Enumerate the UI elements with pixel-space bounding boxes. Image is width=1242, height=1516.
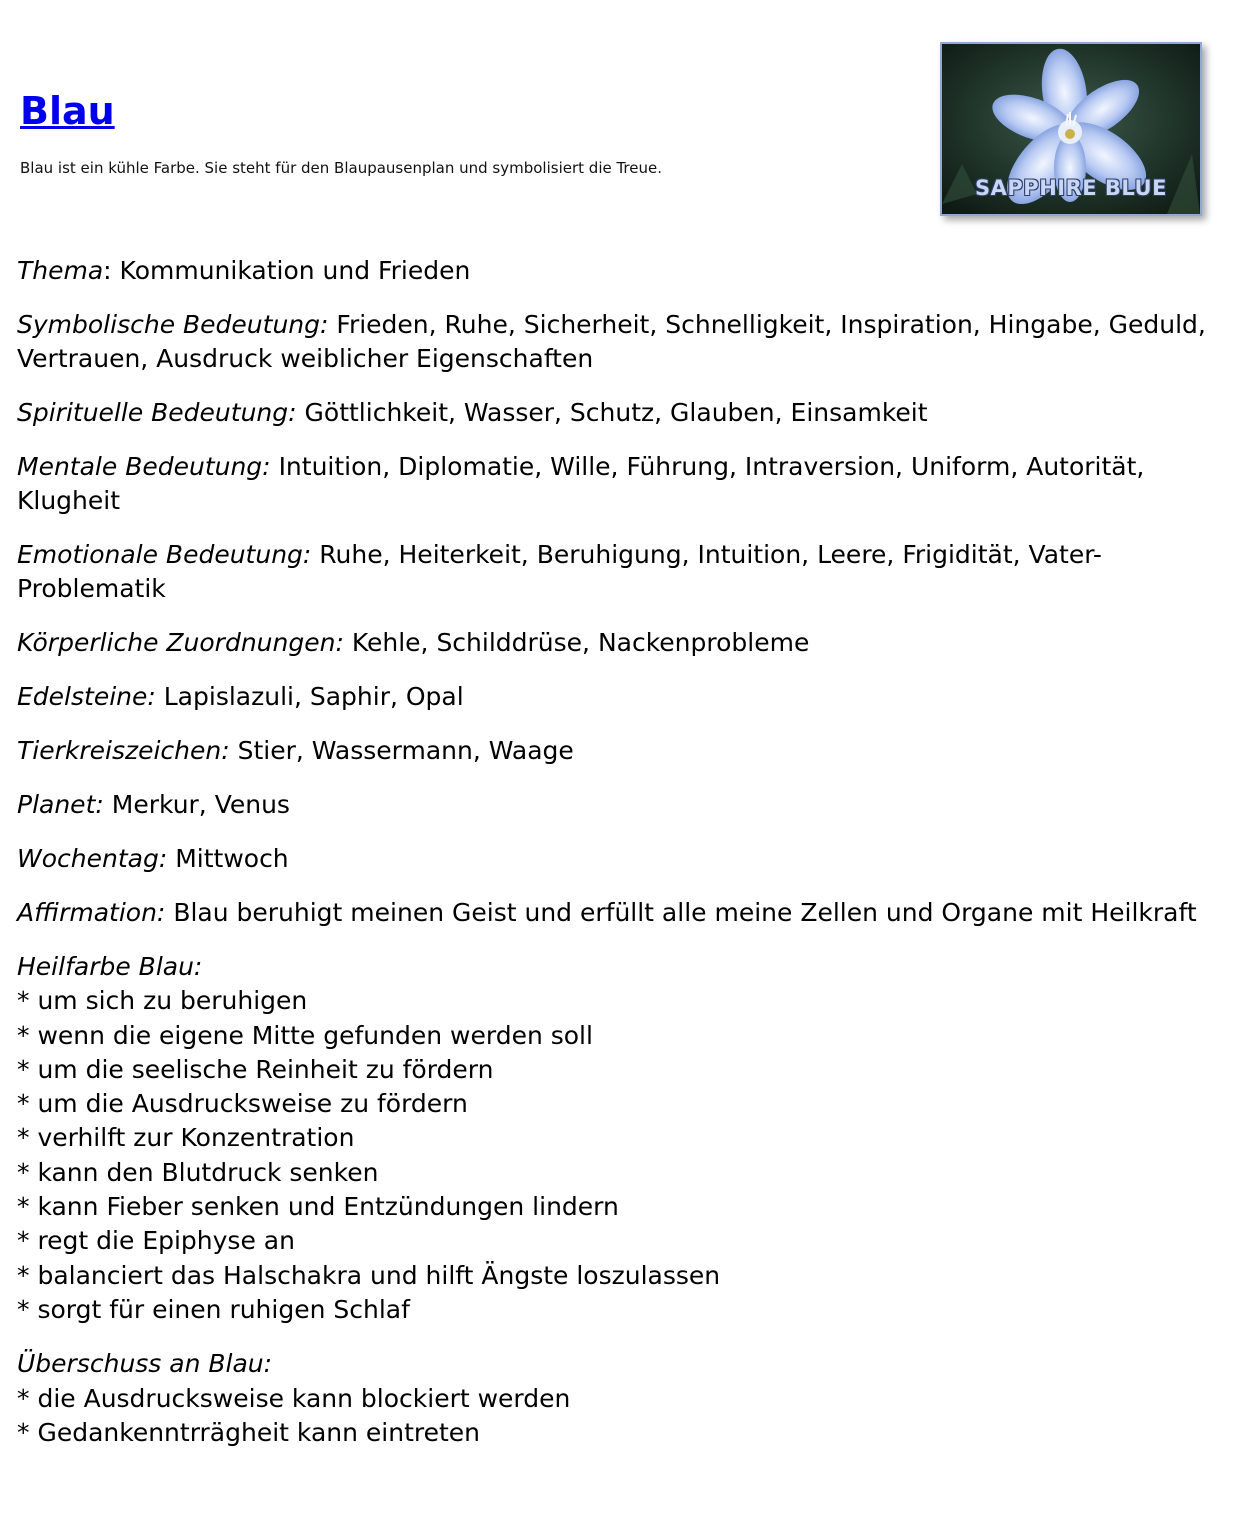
property-label: Emotionale Bedeutung: (17, 540, 312, 569)
sapphire-blue-image (940, 42, 1202, 216)
property-value: Lapislazuli, Saphir, Opal (163, 682, 464, 711)
property-value: Merkur, Venus (111, 790, 290, 819)
list-item: * kann Fieber senken und Entzündungen lindern (17, 1192, 619, 1222)
property-label: Edelsteine: (17, 682, 156, 711)
intro-text: Blau ist ein kühle Farbe. Sie steht für den Blaupausenplan und symbolisiert die Treue. (20, 159, 663, 177)
property-label: Thema (17, 256, 104, 285)
excess-heading: Überschuss an Blau: (17, 1349, 273, 1379)
list-item: * balanciert das Halschakra und hilft Ängste loszulassen (17, 1260, 721, 1290)
property-value: Kehle, Schilddrüse, Nackenprobleme (351, 628, 810, 657)
list-item: * regt die Epiphyse an (17, 1226, 295, 1256)
property-value: Intuition, Diplomatie, Wille, Führung, Intraversion, Uniform, Autorität, Klugheit (17, 452, 1145, 515)
list-item: * um sich zu beruhigen (17, 986, 308, 1016)
property-label: Planet: (17, 790, 104, 819)
property-value: Stier, Wassermann, Waage (237, 736, 574, 765)
list-item: * kann den Blutdruck senken (17, 1157, 379, 1187)
property-affirmation (17, 896, 1222, 930)
main-content (17, 254, 1222, 1470)
property-value: Mittwoch (175, 844, 289, 873)
property-value: Kommunikation und Frieden (119, 256, 471, 285)
property-value: Blau beruhigt meinen Geist und erfüllt alle meine Zellen und Organe mit Heilkraft (173, 898, 1197, 927)
list-item: * verhilft zur Konzentration (17, 1123, 355, 1153)
property-koerperliche-zuordnungen (17, 626, 1222, 660)
list-item: * wenn die eigene Mitte gefunden werden soll (17, 1020, 593, 1050)
excess-list (17, 1347, 1222, 1450)
title-link[interactable]: Blau (20, 89, 115, 133)
property-label: Symbolische Bedeutung: (17, 310, 329, 339)
healing-heading: Heilfarbe Blau: (17, 952, 203, 981)
property-label: Spirituelle Bedeutung: (17, 398, 297, 427)
property-label: Mentale Bedeutung: (17, 452, 271, 481)
list-item: * die Ausdrucksweise kann blockiert werden (17, 1383, 571, 1413)
property-label: Tierkreiszeichen: (17, 736, 230, 765)
property-thema: Thema: Kommunikation und Frieden (17, 256, 471, 285)
list-item: * Gedankenntrrägheit kann eintreten (17, 1417, 481, 1447)
property-label: Wochentag: (17, 844, 168, 873)
property-wochentag (17, 842, 1222, 876)
property-value: Göttlichkeit, Wasser, Schutz, Glauben, Einsamkeit (304, 398, 928, 427)
property-value: Frieden, Ruhe, Sicherheit, Schnelligkeit, Inspiration, Hingabe, Geduld, Vertrauen, Ausdruck weiblicher Eigenschaften (17, 310, 1206, 373)
list-item: * um die seelische Reinheit zu fördern (17, 1054, 494, 1084)
property-mentale-bedeutung (17, 450, 1222, 518)
healing-list (17, 950, 1222, 1327)
page-title (20, 88, 115, 134)
header (0, 0, 1242, 240)
image-caption: SAPPHIRE BLUE (975, 176, 1167, 200)
property-symbolische-bedeutung (17, 308, 1222, 376)
list-item: * um die Ausdrucksweise zu fördern (17, 1089, 468, 1119)
list-item: * sorgt für einen ruhigen Schlaf (17, 1294, 410, 1324)
property-label: Affirmation: (17, 898, 166, 927)
property-spirituelle-bedeutung (17, 396, 1222, 430)
property-planet (17, 788, 1222, 822)
property-tierkreiszeichen (17, 734, 1222, 768)
property-edelsteine (17, 680, 1222, 714)
property-value: Ruhe, Heiterkeit, Beruhigung, Intuition, Leere, Frigidität, Vater-Problematik (17, 540, 1102, 603)
property-emotionale-bedeutung (17, 538, 1222, 606)
property-label: Körperliche Zuordnungen: (17, 628, 344, 657)
